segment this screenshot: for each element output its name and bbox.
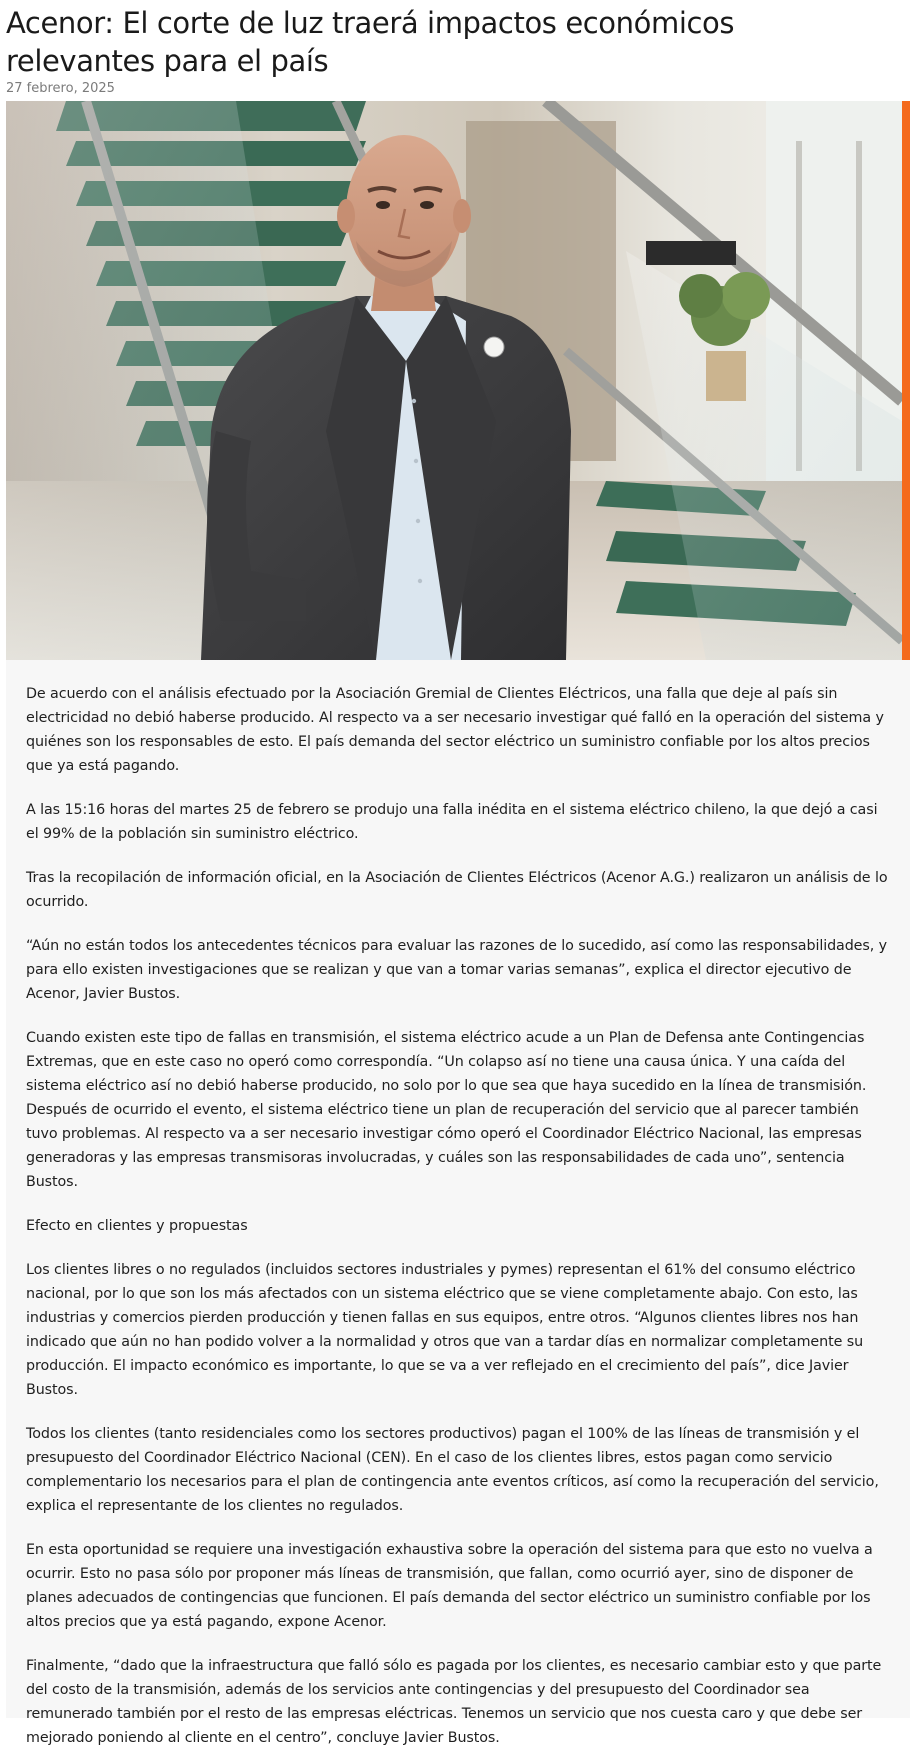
paragraph: Todos los clientes (tanto residenciales como los sectores productivos) pagan el 100% de las líneas de transmisión y el presupuesto del Coordinador Eléctrico Nacional (CEN). En el caso de los clientes libres, estos pagan como servicio complementario los necesarios para el plan de contingencia ante eventos críticos, así como la recuperación del servicio, explica el representante de los clientes no regulados. (26, 1426, 879, 1514)
paragraph: Los clientes libres o no regulados (incluidos sectores industriales y pymes) representan el 61% del consumo eléctrico nacional, por lo que son los más afectados con un sistema eléctrico que se viene completamente abajo. Con esto, las industrias y comercios pierden producción y tienen fallas en sus equipos, entre otros. “Algunos clientes libres nos han indicado que aún no han podido volver a la normalidad y otros que van a tardar días en normalizar completamente su producción. El impacto económico es importante, lo que se va a ver reflejado en el crecimiento del país”, dice Javier Bustos. (26, 1262, 864, 1398)
paragraph: De acuerdo con el análisis efectuado por la Asociación Gremial de Clientes Eléctricos, una falla que deje al país sin electricidad no debió haberse producido. Al respecto va a ser necesario investigar qué falló en la operación del sistema y quiénes son los responsables de esto. El país demanda del sector eléctrico un suministro confiable por los altos precios que ya está pagando. (26, 686, 884, 774)
article-header (6, 4, 886, 97)
article-date: 27 febrero, 2025 (6, 81, 115, 96)
paragraph: “Aún no están todos los antecedentes técnicos para evaluar las razones de lo sucedido, así como las responsabilidades, y para ello existen investigaciones que se realizan y que van a tomar varias semanas”, explica el director ejecutivo de Acenor, Javier Bustos. (26, 938, 887, 1002)
paragraph: En esta oportunidad se requiere una investigación exhaustiva sobre la operación del sistema para que esto no vuelva a ocurrir. Esto no pasa sólo por proponer más líneas de transmisión, que fallan, como ocurrió ayer, sino de disponer de planes adecuados de contingencias que funcionen. El país demanda del sector eléctrico un suministro confiable por los altos precios que ya está pagando, expone Acenor. (26, 1542, 873, 1630)
article-body (6, 660, 910, 1746)
article-title: Acenor: El corte de luz traerá impactos económicos relevantes para el país (6, 6, 735, 78)
paragraph: A las 15:16 horas del martes 25 de febrero se produjo una falla inédita en el sistema eléctrico chileno, la que dejó a casi el 99% de la población sin suministro eléctrico. (26, 802, 878, 842)
paragraph: Finalmente, “dado que la infraestructura que falló sólo es pagada por los clientes, es necesario cambiar esto y que parte del costo de la transmisión, además de los servicios ante contingencias y del presupuesto del Coordinador sea remunerado también por el resto de las empresas eléctricas. Tenemos un servicio que nos cuesta caro y que debe ser mejorado poniendo al cliente en el centro”, concluye Javier Bustos. (26, 1658, 882, 1746)
section-subheading: Efecto en clientes y propuestas (26, 1218, 248, 1234)
hero-photo-illustration (6, 101, 902, 660)
paragraph: Cuando existen este tipo de fallas en transmisión, el sistema eléctrico acude a un Plan de Defensa ante Contingencias Extremas, que en este caso no operó como correspondía. “Un colapso así no tiene una causa única. Y una caída del sistema eléctrico así no debió haberse producido, no solo por lo que sea que haya sucedido en la línea de transmisión. Después de ocurrido el evento, el sistema eléctrico tiene un plan de recuperación del servicio que al parecer también tuvo problemas. Al respecto va a ser necesario investigar cómo operó el Coordinador Eléctrico Nacional, las empresas generadoras y las empresas transmisoras involucradas, y cuáles son las responsabilidades de cada uno”, sentencia Bustos. (26, 1030, 867, 1190)
accent-bar (902, 101, 910, 660)
hero-photo (6, 101, 902, 660)
paragraph: Tras la recopilación de información oficial, en la Asociación de Clientes Eléctricos (Acenor A.G.) realizaron un análisis de lo ocurrido. (26, 870, 888, 910)
